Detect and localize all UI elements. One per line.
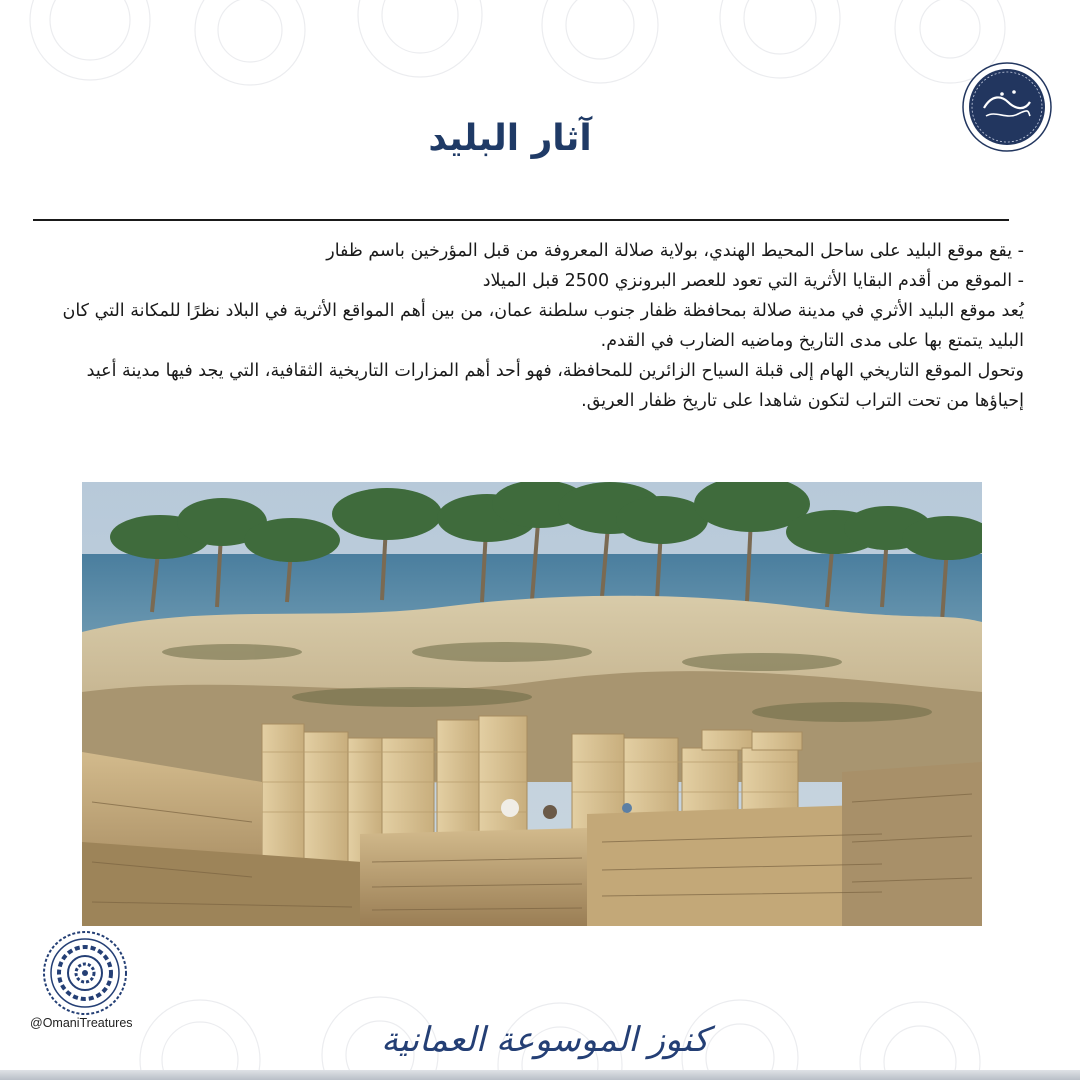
bottom-edge — [0, 1070, 1080, 1080]
page-title: آثار البليد — [428, 118, 592, 159]
al-baleed-ruins-photo — [82, 482, 982, 926]
fact-bullet-location: - يقع موقع البليد على ساحل المحيط الهندي، بولاية صلالة المعروفة من قبل المؤرخين باسم ظفار — [326, 241, 1024, 261]
tourism-paragraph: وتحول الموقع التاريخي الهام إلى قبلة السياح الزائرين للمحافظة، فهو أحد أهم المزارات التاريخية الثقافية، التي يجد فيها مدينة أعيد إحياؤها من تحت التراب لتكون شاهدا على تاريخ ظفار العريق. — [86, 361, 1024, 411]
footer-brand-logo: كنوز الموسوعة العمانية — [381, 1020, 709, 1060]
top-ornament-pattern — [0, 0, 1080, 110]
encyclopedia-logo-icon — [962, 62, 1052, 152]
ornament-seal-icon — [42, 930, 128, 1016]
article-body — [38, 236, 1024, 416]
title-divider — [33, 219, 1009, 221]
social-handle: @OmaniTreatures — [30, 1016, 133, 1030]
fact-bullet-age: - الموقع من أقدم البقايا الأثرية التي تعود للعصر البرونزي 2500 قبل الميلاد — [482, 271, 1024, 291]
description-paragraph: يُعد موقع البليد الأثري في مدينة صلالة بمحافظة ظفار جنوب سلطنة عمان، من بين أهم المواقع الأثرية في البلاد نظرًا للمكانة التي كان البليد يتمتع بها على مدى التاريخ وماضيه الضارب في القدم. — [62, 301, 1024, 351]
